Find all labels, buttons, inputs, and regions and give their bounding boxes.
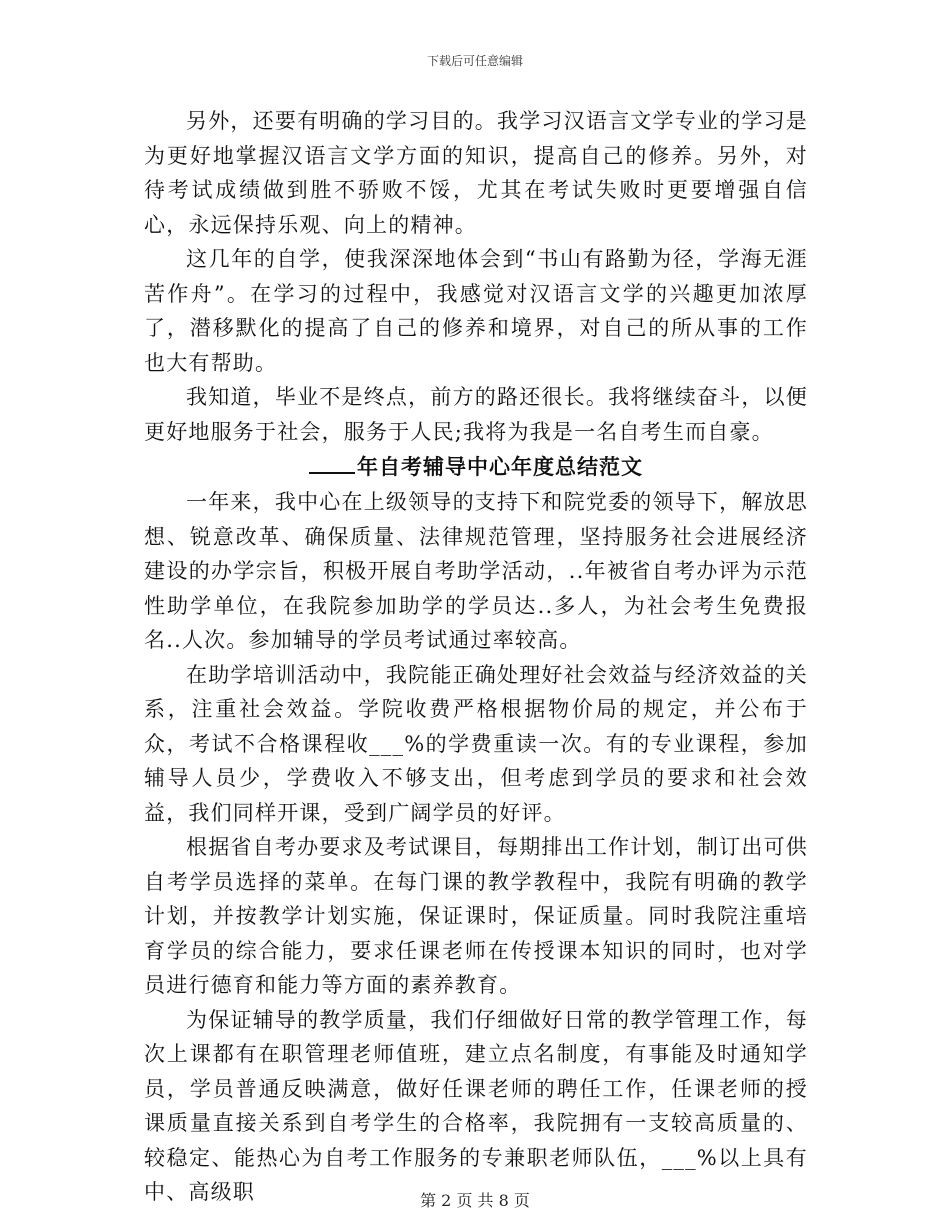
paragraph: 这几年的自学，使我深深地体会到“书山有路勤为径，学海无涯苦作舟”。在学习的过程中，我感觉对汉语言文学的兴趣更加浓厚了，潜移默化的提高了自己的修养和境界，对自己的所从事的工作也大有帮助。 <box>144 247 808 375</box>
paragraph: 在助学培训活动中，我院能正确处理好社会效益与经济效益的关系，注重社会效益。学院收费严格根据物价局的规定，并公布于众，考试不合格课程收___%的学费重读一次。有的专业课程，参加辅导人员少，学费收入不够支出，但考虑到学员的要求和社会效益，我们同样开课，受到广阔学员的好评。 <box>144 662 808 825</box>
paragraph: 为保证辅导的教学质量，我们仔细做好日常的教学管理工作，每次上课都有在职管理老师值班，建立点名制度，有事能及时通知学员，学员普通反映满意，做好任课老师的聘任工作，任课老师的授课质量直接关系到自考学生的合格率，我院拥有一支较高质量的、较稳定、能热心为自考工作服务的专兼职老师队伍，___%以上具有中、高级职 <box>144 1007 808 1204</box>
paragraph: 根据省自考办要求及考试课目，每期排出工作计划，制订出可供自考学员选择的菜单。在每门课的教学教程中，我院有明确的教学计划，并按教学计划实施，保证课时，保证质量。同时我院注重培育学员的综合能力，要求任课老师在传授课本知识的同时，也对学员进行德育和能力等方面的素养教育。 <box>144 835 808 997</box>
section-title-text: 年自考辅导中心年度总结范文 <box>357 455 643 479</box>
paragraph: 我知道，毕业不是终点，前方的路还很长。我将继续奋斗，以便更好地服务于社会，服务于人民;我将为我是一名自考生而自豪。 <box>144 385 808 444</box>
section-title <box>144 449 808 485</box>
paragraph: 一年来，我中心在上级领导的支持下和院党委的领导下，解放思想、锐意改革、确保质量、法律规范管理，坚持服务社会进展经济建设的办学宗旨，积极开展自考助学活动，..年被省自考办评为示范性助学单位，在我院参加助学的学员达..多人，为社会考生免费报名..人次。参加辅导的学员考试通过率较高。 <box>144 490 808 652</box>
document-body <box>144 104 808 1210</box>
title-blank <box>309 454 355 474</box>
paragraph: 另外，还要有明确的学习目的。我学习汉语言文学专业的学习是为更好地掌握汉语言文学方面的知识，提高自己的修养。另外，对待考试成绩做到胜不骄败不馁，尤其在考试失败时更要增强自信心，永远保持乐观、向上的精神。 <box>144 109 808 237</box>
page-header: 下载后可任意编辑 <box>426 54 523 68</box>
page-footer: 第 2 页 共 8 页 <box>420 1191 530 1210</box>
